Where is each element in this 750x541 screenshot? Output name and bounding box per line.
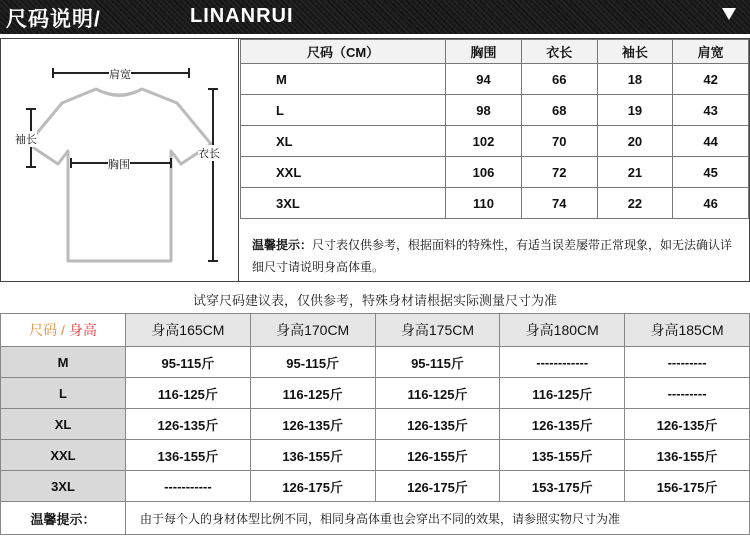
size-cell: 3XL	[1, 471, 126, 502]
weight-cell: ---------	[625, 378, 750, 409]
weight-cell: 95-115斤	[250, 347, 375, 378]
corner-height-label: 身高	[68, 322, 97, 338]
weight-cell: -----------	[126, 471, 251, 502]
table-row	[1, 440, 750, 471]
header-shoulder: 肩宽	[673, 40, 749, 64]
header-chest: 胸围	[446, 40, 522, 64]
table-row	[1, 347, 750, 378]
length-cell: 66	[521, 64, 597, 95]
shoulder-label: 肩宽	[109, 66, 131, 82]
length-cell: 72	[521, 157, 597, 188]
header-length: 衣长	[521, 40, 597, 64]
recommendation-caption: 试穿尺码建议表，仅供参考，特殊身材请根据实际测量尺寸为准	[192, 293, 557, 308]
note-label: 温馨提示：	[252, 238, 313, 252]
footer-label: 温馨提示：	[1, 502, 126, 535]
sleeve-label: 袖长	[15, 131, 37, 147]
weight-cell: 136-155斤	[126, 440, 251, 471]
chest-cell: 98	[446, 95, 522, 126]
weight-cell: 126-135斤	[375, 409, 500, 440]
chest-cell: 102	[446, 126, 522, 157]
size-cell: XXL	[241, 157, 446, 188]
tshirt-diagram	[1, 39, 239, 281]
header-height-180: 身高180CM	[500, 314, 625, 347]
size-cell: XL	[241, 126, 446, 157]
table-row	[1, 409, 750, 440]
chest-cell: 110	[446, 188, 522, 219]
chest-label: 胸围	[108, 156, 130, 172]
size-cell: M	[241, 64, 446, 95]
chest-cell: 106	[446, 157, 522, 188]
weight-cell: 153-175斤	[500, 471, 625, 502]
weight-cell: 135-155斤	[500, 440, 625, 471]
sleeve-cell: 19	[597, 95, 673, 126]
weight-cell: 116-125斤	[500, 378, 625, 409]
table-row	[241, 64, 749, 95]
shoulder-cell: 46	[673, 188, 749, 219]
weight-cell: 116-125斤	[250, 378, 375, 409]
length-label: 衣长	[198, 145, 220, 161]
weight-cell: 156-175斤	[625, 471, 750, 502]
weight-cell: 126-135斤	[500, 409, 625, 440]
table-row	[1, 471, 750, 502]
header-height-185: 身高185CM	[625, 314, 750, 347]
weight-cell: 126-135斤	[250, 409, 375, 440]
size-table	[240, 39, 749, 219]
weight-cell: 126-135斤	[625, 409, 750, 440]
shoulder-cell: 45	[673, 157, 749, 188]
weight-cell: 136-155斤	[250, 440, 375, 471]
size-cell: 3XL	[241, 188, 446, 219]
size-cell: M	[1, 347, 126, 378]
sleeve-cell: 21	[597, 157, 673, 188]
corner-separator: /	[57, 322, 69, 338]
weight-cell: 95-115斤	[375, 347, 500, 378]
weight-cell: ------------	[500, 347, 625, 378]
header-height-175: 身高175CM	[375, 314, 500, 347]
size-cell: L	[1, 378, 126, 409]
corner-size-label: 尺码	[29, 322, 58, 338]
page-title: 尺码说明/	[6, 8, 101, 31]
size-cell: XXL	[1, 440, 126, 471]
header-bar	[0, 0, 750, 34]
size-chart-section	[0, 38, 750, 282]
weight-cell: 126-135斤	[126, 409, 251, 440]
table-row	[241, 188, 749, 219]
footer-text: 由于每个人的身材体型比例不同，相同身高体重也会穿出不同的效果，请参照实物尺寸为准	[126, 502, 750, 535]
sleeve-cell: 18	[597, 64, 673, 95]
recommendation-table	[0, 313, 750, 535]
shoulder-cell: 43	[673, 95, 749, 126]
length-cell: 68	[521, 95, 597, 126]
size-cell: XL	[1, 409, 126, 440]
rec-table-header	[1, 314, 750, 347]
length-cell: 74	[521, 188, 597, 219]
weight-cell: 116-125斤	[126, 378, 251, 409]
corner-header	[1, 314, 126, 347]
chest-cell: 94	[446, 64, 522, 95]
sleeve-cell: 20	[597, 126, 673, 157]
triangle-down-icon	[722, 8, 736, 20]
table-footer-row	[1, 502, 750, 535]
size-table-header	[241, 40, 749, 64]
header-height-170: 身高170CM	[250, 314, 375, 347]
weight-cell: 136-155斤	[625, 440, 750, 471]
size-note	[240, 228, 749, 281]
sleeve-cell: 22	[597, 188, 673, 219]
weight-cell: ---------	[625, 347, 750, 378]
table-row	[241, 126, 749, 157]
weight-cell: 95-115斤	[126, 347, 251, 378]
table-row	[241, 95, 749, 126]
brand-name: LINANRUI	[190, 5, 294, 27]
header-size: 尺码（CM）	[241, 40, 446, 64]
shoulder-cell: 44	[673, 126, 749, 157]
shoulder-cell: 42	[673, 64, 749, 95]
length-cell: 70	[521, 126, 597, 157]
header-height-165: 身高165CM	[126, 314, 251, 347]
table-row	[1, 378, 750, 409]
weight-cell: 116-125斤	[375, 378, 500, 409]
weight-cell: 126-175斤	[250, 471, 375, 502]
table-row	[241, 157, 749, 188]
note-text: 尺寸表仅供参考，根据面料的特殊性，有适当误差屡带正常现象，如无法确认详细尺寸请说明身高体重。	[252, 238, 733, 274]
weight-cell: 126-155斤	[375, 440, 500, 471]
header-sleeve: 袖长	[597, 40, 673, 64]
size-cell: L	[241, 95, 446, 126]
weight-cell: 126-175斤	[375, 471, 500, 502]
